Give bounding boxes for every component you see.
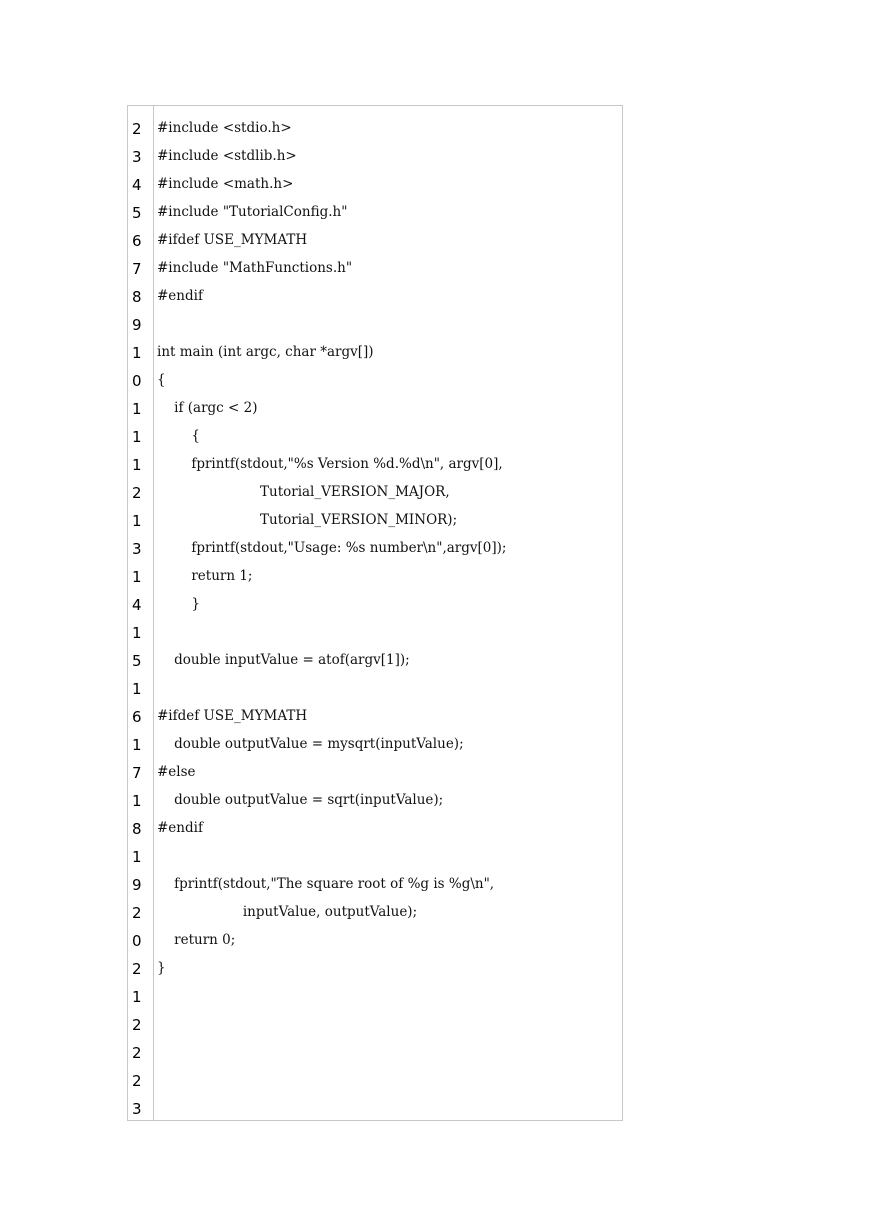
code-line: return 0;	[157, 932, 236, 948]
code-line: #endif	[157, 288, 203, 304]
line-number: 4	[132, 176, 142, 194]
line-number: 1	[132, 988, 142, 1006]
line-number: 5	[132, 204, 142, 222]
code-line: fprintf(stdout,"%s Version %d.%d\n", argv[0],	[157, 456, 503, 472]
line-number: 2	[132, 960, 142, 978]
code-line: inputValue, outputValue);	[157, 904, 418, 920]
line-number: 1	[132, 428, 142, 446]
code-listing-table	[127, 105, 623, 1121]
code-line: Tutorial_VERSION_MINOR);	[157, 512, 458, 528]
line-number: 5	[132, 652, 142, 670]
code-line: #include <stdio.h>	[157, 120, 292, 136]
code-line: }	[157, 960, 166, 976]
line-number: 0	[132, 932, 142, 950]
code-line: #ifdef USE_MYMATH	[157, 232, 308, 248]
line-number: 2	[132, 120, 142, 138]
line-number: 2	[132, 1044, 142, 1062]
code-line: #include "TutorialConfig.h"	[157, 204, 348, 220]
line-number: 3	[132, 1100, 142, 1118]
code-line: fprintf(stdout,"The square root of %g is %g\n",	[157, 876, 495, 892]
line-number: 8	[132, 820, 142, 838]
code-line: {	[157, 372, 166, 388]
code-line: int main (int argc, char *argv[])	[157, 344, 374, 360]
line-number: 4	[132, 596, 142, 614]
code-line: #include <math.h>	[157, 176, 294, 192]
line-number: 1	[132, 568, 142, 586]
line-number-gutter	[128, 106, 154, 1120]
line-number: 6	[132, 232, 142, 250]
line-number: 3	[132, 148, 142, 166]
code-line: }	[157, 596, 200, 612]
line-number: 2	[132, 484, 142, 502]
line-number: 1	[132, 736, 142, 754]
code-line: if (argc < 2)	[157, 400, 258, 416]
line-number: 7	[132, 260, 142, 278]
line-number: 1	[132, 624, 142, 642]
line-number: 8	[132, 288, 142, 306]
line-number: 0	[132, 372, 142, 390]
line-number: 1	[132, 344, 142, 362]
code-line: {	[157, 428, 200, 444]
line-number: 2	[132, 904, 142, 922]
line-number: 1	[132, 848, 142, 866]
code-line: double outputValue = sqrt(inputValue);	[157, 792, 444, 808]
line-number: 1	[132, 792, 142, 810]
code-line	[157, 618, 622, 646]
code-line: double inputValue = atof(argv[1]);	[157, 652, 410, 668]
code-line: fprintf(stdout,"Usage: %s number\n",argv[0]);	[157, 540, 507, 556]
line-number: 6	[132, 708, 142, 726]
code-line	[157, 842, 622, 870]
line-number: 1	[132, 456, 142, 474]
line-number: 2	[132, 1016, 142, 1034]
code-line	[157, 310, 622, 338]
line-number: 2	[132, 1072, 142, 1090]
code-line: double outputValue = mysqrt(inputValue);	[157, 736, 464, 752]
line-number: 3	[132, 540, 142, 558]
code-line: #include <stdlib.h>	[157, 148, 297, 164]
code-body	[154, 106, 622, 1120]
line-number: 7	[132, 764, 142, 782]
code-line: #else	[157, 764, 196, 780]
line-number: 1	[132, 512, 142, 530]
code-line: #endif	[157, 820, 203, 836]
code-line: #include "MathFunctions.h"	[157, 260, 353, 276]
line-number: 1	[132, 400, 142, 418]
code-line: #ifdef USE_MYMATH	[157, 708, 308, 724]
line-number: 9	[132, 316, 142, 334]
line-number: 9	[132, 876, 142, 894]
code-line: return 1;	[157, 568, 253, 584]
code-line	[157, 674, 622, 702]
line-number: 1	[132, 680, 142, 698]
code-line: Tutorial_VERSION_MAJOR,	[157, 484, 450, 500]
